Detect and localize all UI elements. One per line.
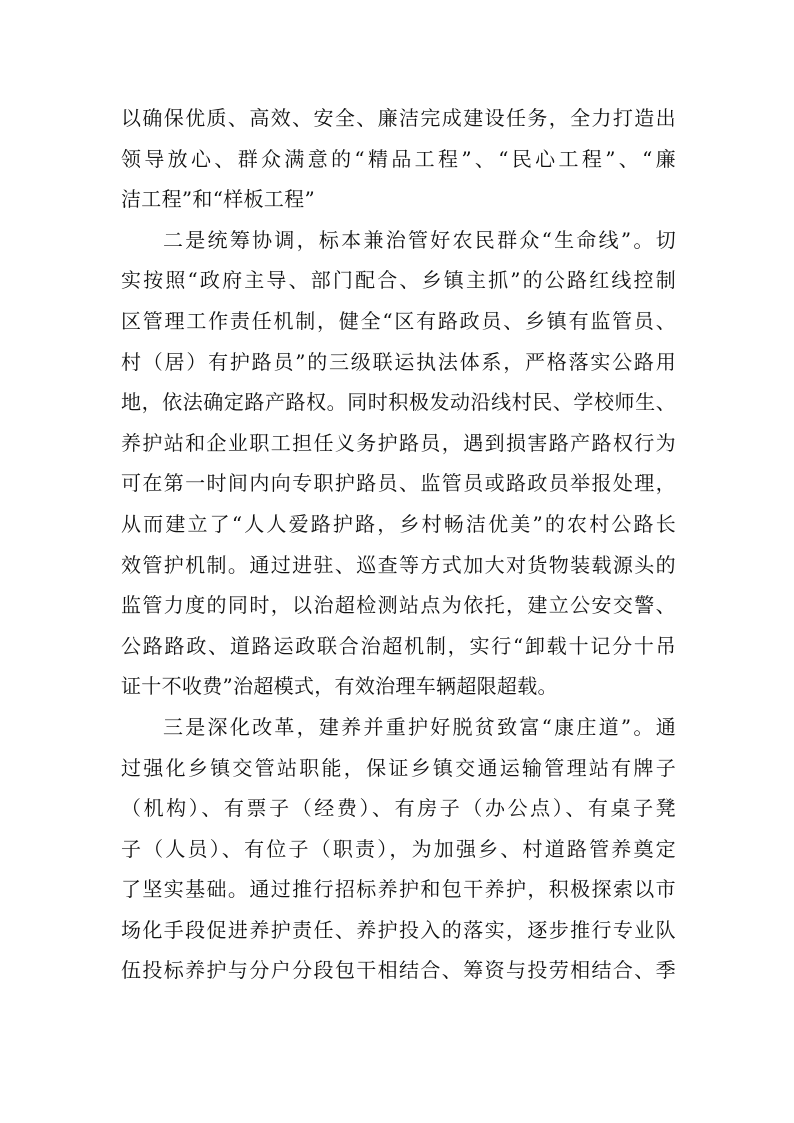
document-body — [121, 98, 676, 991]
text-line: 场化手段促进养护责任、养护投入的落实，逐步推行专业队 — [121, 917, 676, 942]
text-line: 领导放心、群众满意的“精品工程”、“民心工程”、“廉 — [121, 146, 676, 171]
paragraph-first-line: 三是深化改革，建养并重护好脱贫致富“康庄道”。通 — [163, 714, 676, 739]
text-line: 从而建立了“人人爱路护路，乡村畅洁优美”的农村公路长 — [121, 511, 676, 536]
text-line: 实按照“政府主导、部门配合、乡镇主抓”的公路红线控制 — [121, 268, 676, 293]
text-line: 子（人员）、有位子（职责），为加强乡、村道路管养奠定 — [121, 836, 676, 861]
text-line: 可在第一时间内向专职护路员、监管员或路政员举报处理， — [121, 471, 676, 496]
text-line: 地，依法确定路产路权。同时积极发动沿线村民、学校师生、 — [121, 390, 676, 415]
text-line: 公路路政、道路运政联合治超机制，实行“卸载十记分十吊 — [121, 633, 676, 658]
text-line: 区管理工作责任机制，健全“区有路政员、乡镇有监管员、 — [121, 308, 676, 333]
text-line: 效管护机制。通过进驻、巡查等方式加大对货物装载源头的 — [121, 552, 676, 577]
text-line: 监管力度的同时，以治超检测站点为依托，建立公安交警、 — [121, 593, 676, 618]
text-line: 伍投标养护与分户分段包干相结合、筹资与投劳相结合、季 — [121, 958, 676, 983]
text-line: 村（居）有护路员”的三级联运执法体系，严格落实公路用 — [121, 349, 676, 374]
text-line: 以确保优质、高效、安全、廉洁完成建设任务，全力打造出 — [121, 106, 676, 130]
text-line: 证十不收费”治超模式，有效治理车辆超限超载。 — [121, 674, 558, 699]
paragraph-first-line: 二是统筹协调，标本兼治管好农民群众“生命线”。切 — [163, 227, 676, 252]
text-line: （机构）、有票子（经费）、有房子（办公点）、有桌子凳 — [121, 796, 676, 821]
text-line: 过强化乡镇交管站职能，保证乡镇交通运输管理站有牌子 — [121, 755, 676, 780]
text-line: 洁工程”和“样板工程” — [121, 187, 315, 212]
text-line: 养护站和企业职工担任义务护路员，遇到损害路产路权行为 — [121, 430, 676, 455]
text-line: 了坚实基础。通过推行招标养护和包干养护，积极探索以市 — [121, 877, 676, 902]
